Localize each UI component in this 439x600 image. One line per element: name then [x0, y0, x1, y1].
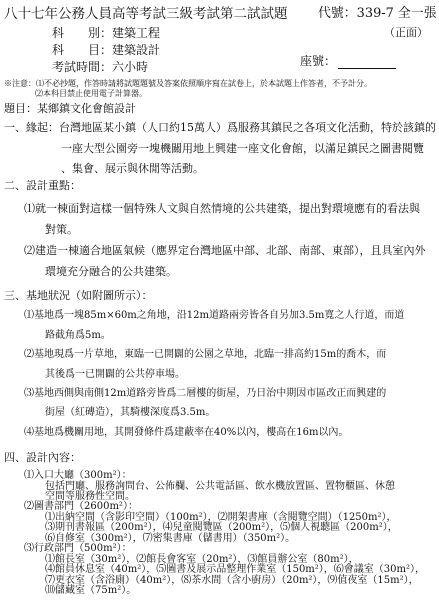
section1-line: 、集會、展示與休閒等活動。: [61, 162, 204, 175]
exam-subject: 科 目：建築設計: [52, 43, 161, 57]
section3-line: 路截角爲5m。: [45, 330, 111, 341]
exam-code: 代號：339-7 全一張: [318, 6, 437, 21]
seat-number-blank: [338, 68, 396, 69]
section3-heading: 三、基地狀況（如附圖所示）：: [4, 289, 153, 302]
section4-line: ⑺更衣室（含浴廁）（40m²），⑻茶水間（含小廚房）（20m²），⑼值夜室（15m²），: [45, 574, 419, 586]
section3-line: 街屋（紅磚造），其騎樓深度爲3.5m。: [45, 407, 216, 418]
section4-line: ⑴入口大廳（300m²）：: [24, 470, 132, 481]
section4-line: 空間等服務性空間。: [45, 490, 135, 502]
section4-line: 包括門廳、服務詢問台、公佈欄、公共電話區、飲水機放置區、置物櫃區、休憩: [45, 480, 395, 492]
section4-line: ⑹自修室（300m²），⑺密集書庫（儲書用）（350m²）。: [45, 532, 296, 544]
note-line-2: ⑵本科目禁止使用電子計算器。: [35, 89, 147, 98]
section4-line: ⑷館員休息室（40m²），⑸圖書及展示品整理作業室（150m²），⑹會議室（30m²），: [45, 564, 426, 576]
exam-duration: 考試時間：六小時: [52, 60, 149, 74]
section4-line: ⑵圖書部門（2600m²）：: [24, 501, 138, 513]
note-line-1: ※注意：⑴不必抄題，作答時請將試題題號及答案依照順序寫在試卷上，於本試題上作答者，不予計分。: [4, 79, 372, 88]
section2-line: 環境充分融合的公共建築。: [45, 265, 177, 278]
section3-line: ⑴基地爲一塊85m×60m之角地，沿12m道路兩旁皆各自另加3.5m寬之人行道，而道: [24, 310, 405, 321]
section1-line: 一、緣起：台灣地區某小鎮（人口約15萬人）爲服務其鎮民之各項文化活動，特於該鎮的: [4, 121, 436, 134]
section2-line: ⑵建造一棟適合地區氣候（應界定台灣地區中部、北部、南部、東部），且具室內外: [24, 244, 426, 257]
exam-category: 科 別：建築工程: [52, 26, 161, 40]
section4-line: ⑴出納空間（含影印空間）（100m²），⑵開架書庫（含閱覽空間）（1250m²），: [45, 511, 397, 523]
section3-line: ⑶基地西側與南側12m道路旁皆爲二層樓的街屋，乃日治中期因市區改正而興建的: [24, 388, 387, 399]
seat-number-label: 座號：: [300, 54, 337, 68]
section2-heading: 二、設計重點：: [4, 179, 81, 192]
section2-line: 對策。: [45, 223, 78, 236]
section4-line: ⑽儲藏室（75m²）。: [45, 585, 137, 596]
exam-title: 八十七年公務人員高等考試三級考試第二試試題: [4, 6, 288, 22]
section2-line: ⑴就一棟面對這樣一個特殊人文與自然情境的公共建築，提出對環境應有的看法與: [24, 202, 420, 215]
section3-line: ⑷基地爲機關用地，其開發條件爲建蔽率在40%以內，樓高在16m以內。: [24, 427, 349, 438]
section4-heading: 四、設計內容：: [4, 451, 81, 464]
section3-line: ⑵基地現爲一片草地，東臨一已開闢的公園之草地，北臨一排高約15m的喬木，而: [24, 349, 387, 360]
section3-line: 其後爲一已開闢的公共停車場。: [45, 369, 185, 380]
section4-line: ⑶期刊書報區（200m²），⑷兒童閱覽區（200m²），⑸個人視聽區（200m²），: [45, 522, 398, 534]
section4-line: ⑴館長室（30m²），⑵館長會客室（20m²），⑶館員辦公室（80m²），: [45, 553, 359, 565]
section4-line: ⑶行政部門（500m²）：: [24, 543, 132, 555]
exam-topic: 題目：某鄉鎮文化會館設計: [4, 102, 136, 115]
section1-line: 一座大型公園旁一塊機關用地上興建一座文化會館，以滿足鎮民之圖書閱覽: [61, 142, 424, 155]
page-side-label: （正面）: [384, 26, 428, 39]
